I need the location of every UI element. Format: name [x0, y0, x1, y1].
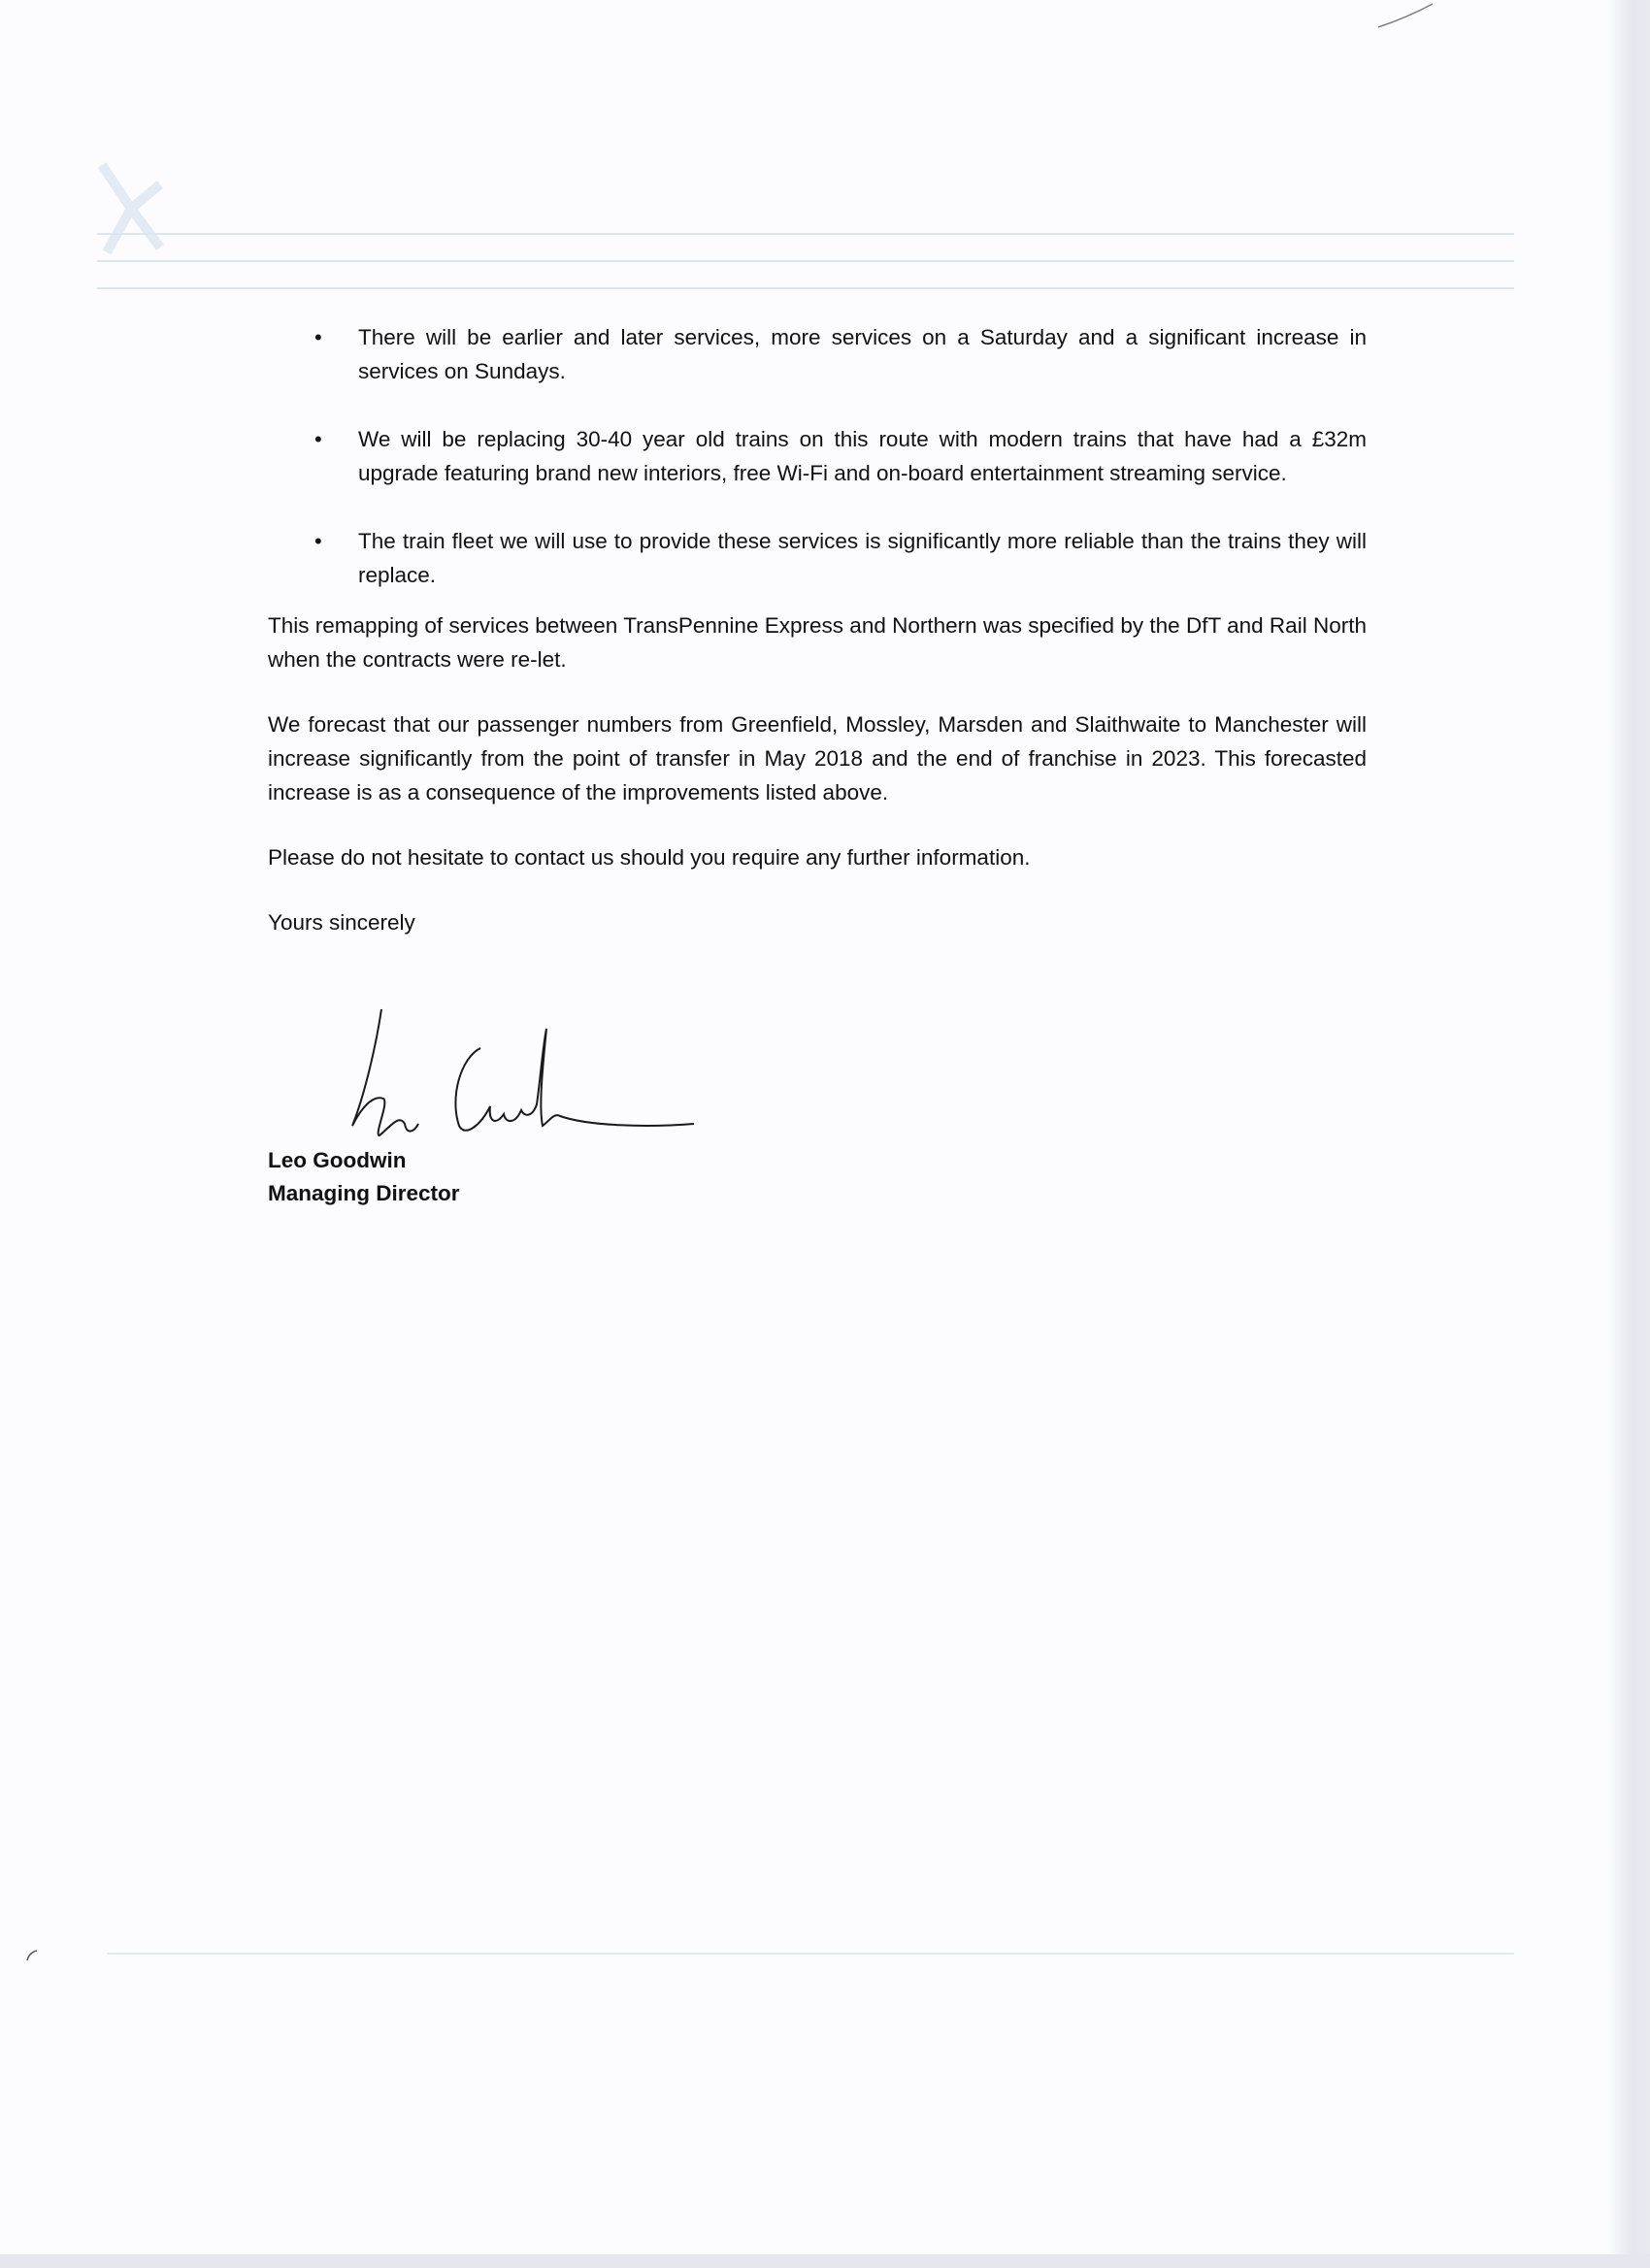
scan-artifact-mark [25, 1949, 39, 1962]
signer-name: Leo Goodwin [268, 1148, 407, 1172]
letter-body [268, 320, 1367, 939]
bullet-icon: • [314, 529, 322, 553]
bullet-text: We will be replacing 30-40 year old trains on this route with modern trains that have had a £32m upgrade featuring brand new interiors, free Wi-Fi and on-board entertainment streaming service. [358, 427, 1367, 485]
signer-title: Managing Director [268, 1181, 460, 1205]
paragraph-forecast: We forecast that our passenger numbers from Greenfield, Mossley, Marsden and Slaithwaite to Manchester will increase significantly from the point of transfer in May 2018 and the end of franchise in 2023. This forecasted increase is as a consequence of the improvements listed above. [268, 712, 1367, 805]
bullet-icon: • [314, 325, 322, 349]
bullet-icon: • [314, 427, 322, 451]
bullet-item [268, 320, 1367, 388]
signer-block [268, 1144, 460, 1210]
bleed-through-header-rules [97, 233, 1514, 314]
page-curl-mark [1369, 0, 1446, 39]
closing-salutation: Yours sincerely [268, 910, 415, 935]
handwritten-signature [335, 990, 704, 1160]
bullet-text: There will be earlier and later services, more services on a Saturday and a significant increase in services on Sundays. [358, 325, 1367, 383]
paragraph-contact: Please do not hesitate to contact us should you require any further information. [268, 845, 1031, 870]
bleed-through-footer-rule [107, 1953, 1514, 1955]
bullet-text: The train fleet we will use to provide these services is significantly more reliable than the trains they will replace. [358, 529, 1367, 587]
bullet-item [268, 524, 1367, 592]
scan-bottom-edge [0, 2254, 1650, 2268]
paragraph-remapping: This remapping of services between TransPennine Express and Northern was specified by the DfT and Rail North when the contracts were re-let. [268, 613, 1367, 672]
bullet-item [268, 422, 1367, 490]
scan-edge-shadow [1607, 0, 1650, 2268]
